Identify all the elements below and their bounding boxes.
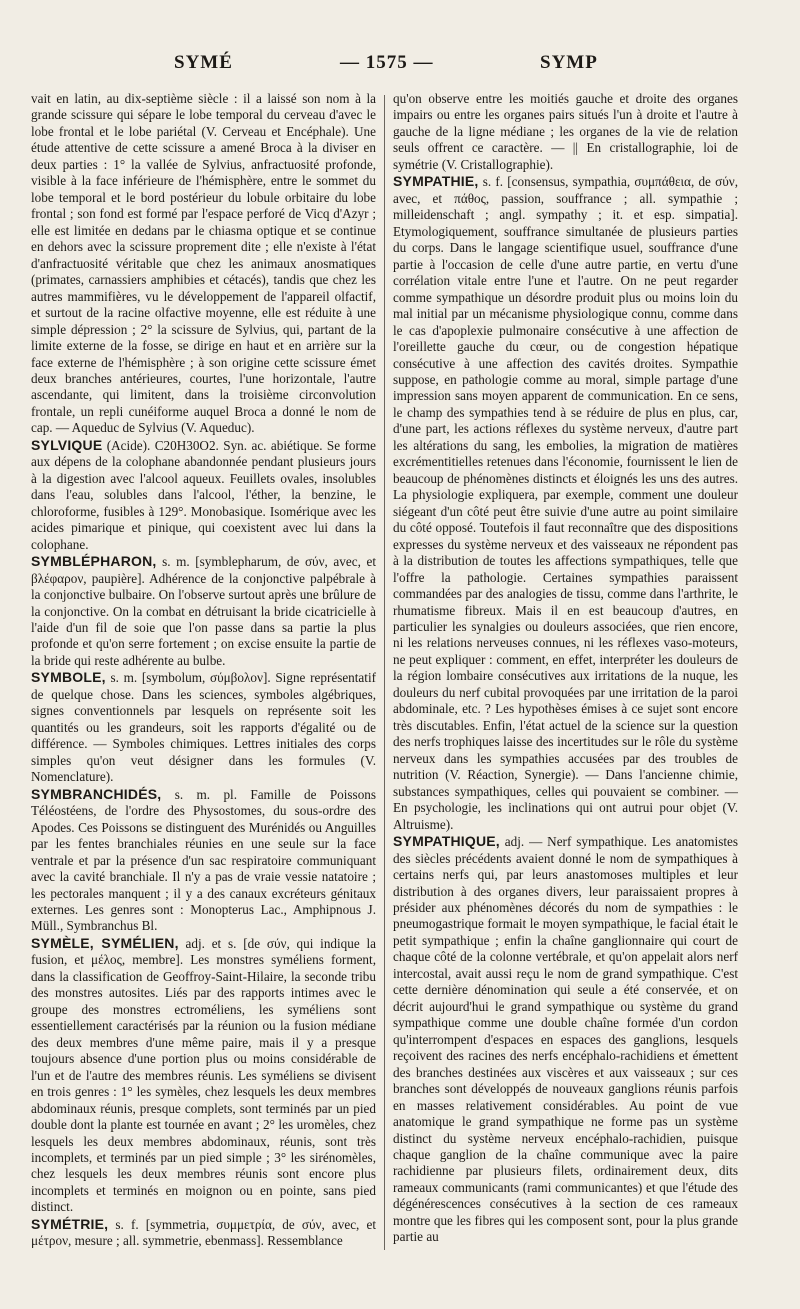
entry-text: s. m. pl. Famille de Poissons Téléostéens, de l'ordre des Physostomes, du sous-ordre des Apodes. Ces Poissons se distinguent des Murénidés ou Anguilles par les fentes branchiales réunies en une seule sur la face ventrale et par la présence d'un sac respiratoire communiquant avec la cavité branchiale. Il n'y a pas de vraie vessie natatoire ; les pectorales manquent ; il y a des canaux excréteurs génitaux externes. Les genres sont : Monopterus Lac., Amphipnous J. Müll., Symbranchus Bl. xyxy=(31,786,377,934)
running-header xyxy=(0,52,800,82)
column-divider xyxy=(384,95,385,1250)
entry-headword: SYMPATHIQUE, xyxy=(393,833,500,850)
entry-text: adj. — Nerf sympathique. Les anatomistes des siècles précédents avaient donné le nom de sympathiques à certains nerfs qui, par leurs anastomoses multiples et leur distribution à des organes divers, leur paraissaient propres à présider aux phénomènes décorés du nom de sympathies : le pneumogastrique formait le moyen sympathique, le facial était le petit sympathique ; enfin la chaîne ganglionnaire qui court de chaque côté de la colonne vertébrale, et qu'on appelait alors nerf intercostal, avait aussi reçu le nom de grand sympathique. C'est cette dernière dénomination qui seule a été conservée, et on décrit aujourd'hui le grand sympathique ou système du grand sympathique comme une double chaîne formée d'un cordon qu'interrompent d'espaces en espaces des ganglions, lesquels reçoivent des racines des nerfs encéphalo-rachidiens et émettent des branches destinées aux viscères et aux vaisseaux ; sur ces branches sont développés de nouveaux ganglions réunis parfois en masses relativement considérables. Au point de vue anatomique le grand sympathique ne forme pas un système distinct du système nerveux encéphalo-rachidien, puisque chaque ganglion de la chaîne communique avec la paire rachidienne par plusieurs filets, ordinairement deux, dits rameaux communicants (rami communicantes) et que l'étude des dégénérescences consécutives à la section de ces rameaux montre que les fibres qui les composent sont, pour la plus grande partie au xyxy=(393,834,739,1245)
header-left-guide-word: SYMÉ xyxy=(174,52,233,73)
entry-text: adj. et s. [de σύν, qui indique la fusion, et μέλος, membre]. Les monstres syméliens forment, dans la classification de Geoffroy-Saint-Hilaire, la seconde tribu des monstres autosites. Liés par des rapports intimes avec le groupe des monstres ectroméliens, les syméliens sont essentiellement caractérisés par la réunion ou la fusion médiane des deux membres d'une même paire, mais il y a presque toujours absence d'une portion plus ou moins considérable de l'un et de l'autre des membres réunis. Les syméliens se divisent en trois genres : 1° les symèles, chez lesquels les deux membres abdominaux réunis, presque complets, sont terminés par un pied double dont la plante est tournée en avant ; 2° les uromèles, chez lesquels les deux membres abdominaux, réunis, sont très incomplets, et terminés par un pied simple ; 3° les sirénomèles, chez lesquels les deux membres réunis sont encore plus incomplets et terminés en moignon ou en pointe, sans pied distinct. xyxy=(31,935,377,1215)
entry-headword: SYMÉTRIE, xyxy=(31,1215,109,1232)
entry-headword: SYMPATHIE, xyxy=(393,173,479,190)
entry-text: s. m. [symbolum, σύμβολον]. Signe représentatif de quelque chose. Dans les sciences, symboles algébriques, signes conventionnels par lesquels on représente soit les quantités ou les grandeurs, soit les rapports d'égalité ou de différence. — Symboles chimiques. Lettres initiales des corps simples qu'on veut désigner dans les formules (V. Nomenclature). xyxy=(31,670,377,785)
entry xyxy=(393,833,738,1246)
entry-text: qu'on observe entre les moitiés gauche et droite des organes impairs ou entre les organes pairs situés l'un à droite et l'autre à gauche de la ligne médiane ; les organes de la vie de relation seuls offrent ce caractère. — || En cristallographie, loi de symétrie (V. Cristallographie). xyxy=(393,91,738,172)
entry xyxy=(31,786,376,935)
entry xyxy=(393,90,738,173)
entry xyxy=(31,669,376,785)
page-number: — 1575 — xyxy=(340,52,434,73)
entry xyxy=(31,935,376,1216)
entry-text: s. m. [symblepharum, de σύν, avec, et βλέφαρον, paupière]. Adhérence de la conjonctive palpébrale à la conjonctive bulbaire. On l'observe surtout après une brûlure de la conjonctive. On la combat en détruisant la bride cicatricielle à l'aide d'un fil de soie que l'on passe dans sa partie la plus profonde et qu'on serre fortement ; on excise ensuite la partie de la bride qui reste adhérente au bulbe. xyxy=(31,554,376,668)
entry-headword: SYMBOLE, xyxy=(31,669,106,686)
entry-headword: SYLVIQUE xyxy=(31,436,103,453)
entry-text: (Acide). C20H30O2. Syn. ac. abiétique. Se forme aux dépens de la colophane abandonnée pendant plusieurs jours à la digestion avec l'alcool aqueux. Feuillets ovales, insolubles dans l'eau, solubles dans l'alcool, l'éther, la benzine, le chloroforme, fusibles à 129°. Monobasique. Isomérique avec les acides pimarique et pinique, qui coexistent avec lui dans la colophane. xyxy=(31,437,376,552)
entry-headword: SYMÈLE, SYMÉLIEN, xyxy=(31,934,179,951)
entry xyxy=(31,1216,376,1250)
entry-text: s. f. [symmetria, συμμετρία, de σύν, avec, et μέτρον, mesure ; all. symmetrie, ebenmass]. Ressemblance xyxy=(31,1216,376,1249)
header-right-guide-word: SYMP xyxy=(540,52,598,73)
entry-text: s. f. [consensus, sympathia, συμπάθεια, de σύν, avec, et πάθος, passion, souffrance ; all. sympathie ; milleidenschaft ; angl. sympathy ; it. et esp. simpatia]. Etymologiquement, souffrance simultanée de plusieurs parties du corps. Dans le langage scientifique usuel, souffrance d'une partie à l'occasion de celle d'une autre partie, en vertu d'une corrélation vitale entre l'une et l'autre. On ne peut regarder comme sympathique un désordre produit plus ou moins loin du mal initial par un mécanisme physiologique connu, comme dans le cas d'apoplexie pulmonaire consécutive à une affection de l'oreillette gauche du cœur, ou de congestion hépatique consécutive à une affection des cavités droites. Sympathie suppose, en pathologie comme au moral, simple partage d'une impression sans moyen apparent de communication. En ce sens, le champ des sympathies tend à se réduire de plus en plus, car, d'une part, les actions réflexes du système nerveux, d'autre part les altérations du sang, les embolies, la migration de matières excrémentitielles retenues dans l'économie, fournissent le lien de beaucoup de phénomènes distincts et éloignés les uns des autres. La physiologie expliquera, par exemple, comment une douleur siégeant d'un côté peut être suivie d'une autre au point similaire du côté opposé. Toutefois il faut reconnaître que des dispositions expresses du système nerveux et des vaisseaux ne répondent pas à la distribution de toutes les affections sympathiques, telle que l'offre la pathologie. Certaines sympathies paraissent commandées par des analogies de tissu, comme dans l'arthrite, le rhumatisme fibreux. Mais il en est beaucoup d'autres, en particulier les synalgies ou douleurs associées, que rien encore, ni les relations nerveuses connues, ni les réflexes vaso-moteurs, ne peut expliquer : comment, en effet, interpréter les douleurs de la région lombaire consécutives aux irritations de la nuque, les douleurs du nerf cubital provoquées par une irritation de la paroi abdominale, etc. ? Les hypothèses émises à ce sujet sont encore très discutables. Enfin, l'état actuel de la science sur la question des nerfs trophiques laisse des incertitudes sur le rôle du système nerveux dans les sympathies accusées par des troubles de nutrition (V. Réaction, Synergie). — Dans l'ancienne chimie, substances sympathiques, celles qui pouvaient se combiner. — En psychologie, les inclinations qui ont autrui pour objet (V. Altruisme). xyxy=(393,174,739,832)
entry xyxy=(31,90,376,437)
entry xyxy=(31,553,376,669)
entry-text: vait en latin, au dix-septième siècle : il a laissé son nom à la grande scissure qui sépare le lobe temporal du cerveau d'avec le lobe frontal et le lobe pariétal (V. Cerveau et Encéphale). Une étude attentive de cette scissure a amené Broca à la diviser en deux parties : 1° la vallée de Sylvius, anfractuosité profonde, visible à la face inférieure de l'hémisphère, entre le sommet du lobe temporal et le bord postérieur du lobule orbitaire du lobe frontal ; son fond est formé par l'espace perforé de Vicq d'Azyr ; elle est limitée en dedans par le chiasma optique et se continue en dehors avec la scissure proprement dite ; elle n'existe à l'état d'anfractuosité véritable que chez les animaux anosmatiques (primates, carnassiers amphibies et cétacés), tandis que chez les autres mammifières, vu le développement de l'appareil olfactif, et surtout de la racine olfactive moyenne, elle est réduite à une simple dépression ; 2° la scissure de Sylvius, qui, partant de la limite externe de la fosse, se dirige en haut et en arrière sur la face externe de l'hémisphère ; à son origine cette scissure émet deux branches antérieures, courtes, l'une horizontale, l'autre ascendante, qui limitent, dans la troisième circonvolution frontale, un repli cunéiforme auquel Broca a donné le nom de cap. — Aqueduc de Sylvius (V. Aqueduc). xyxy=(31,91,376,436)
entry xyxy=(31,437,376,553)
entry-headword: SYMBRANCHIDÉS, xyxy=(31,785,162,802)
entry-headword: SYMBLÉPHARON, xyxy=(31,553,157,570)
left-column xyxy=(31,90,376,1250)
entry xyxy=(393,173,738,833)
right-column xyxy=(393,90,738,1246)
